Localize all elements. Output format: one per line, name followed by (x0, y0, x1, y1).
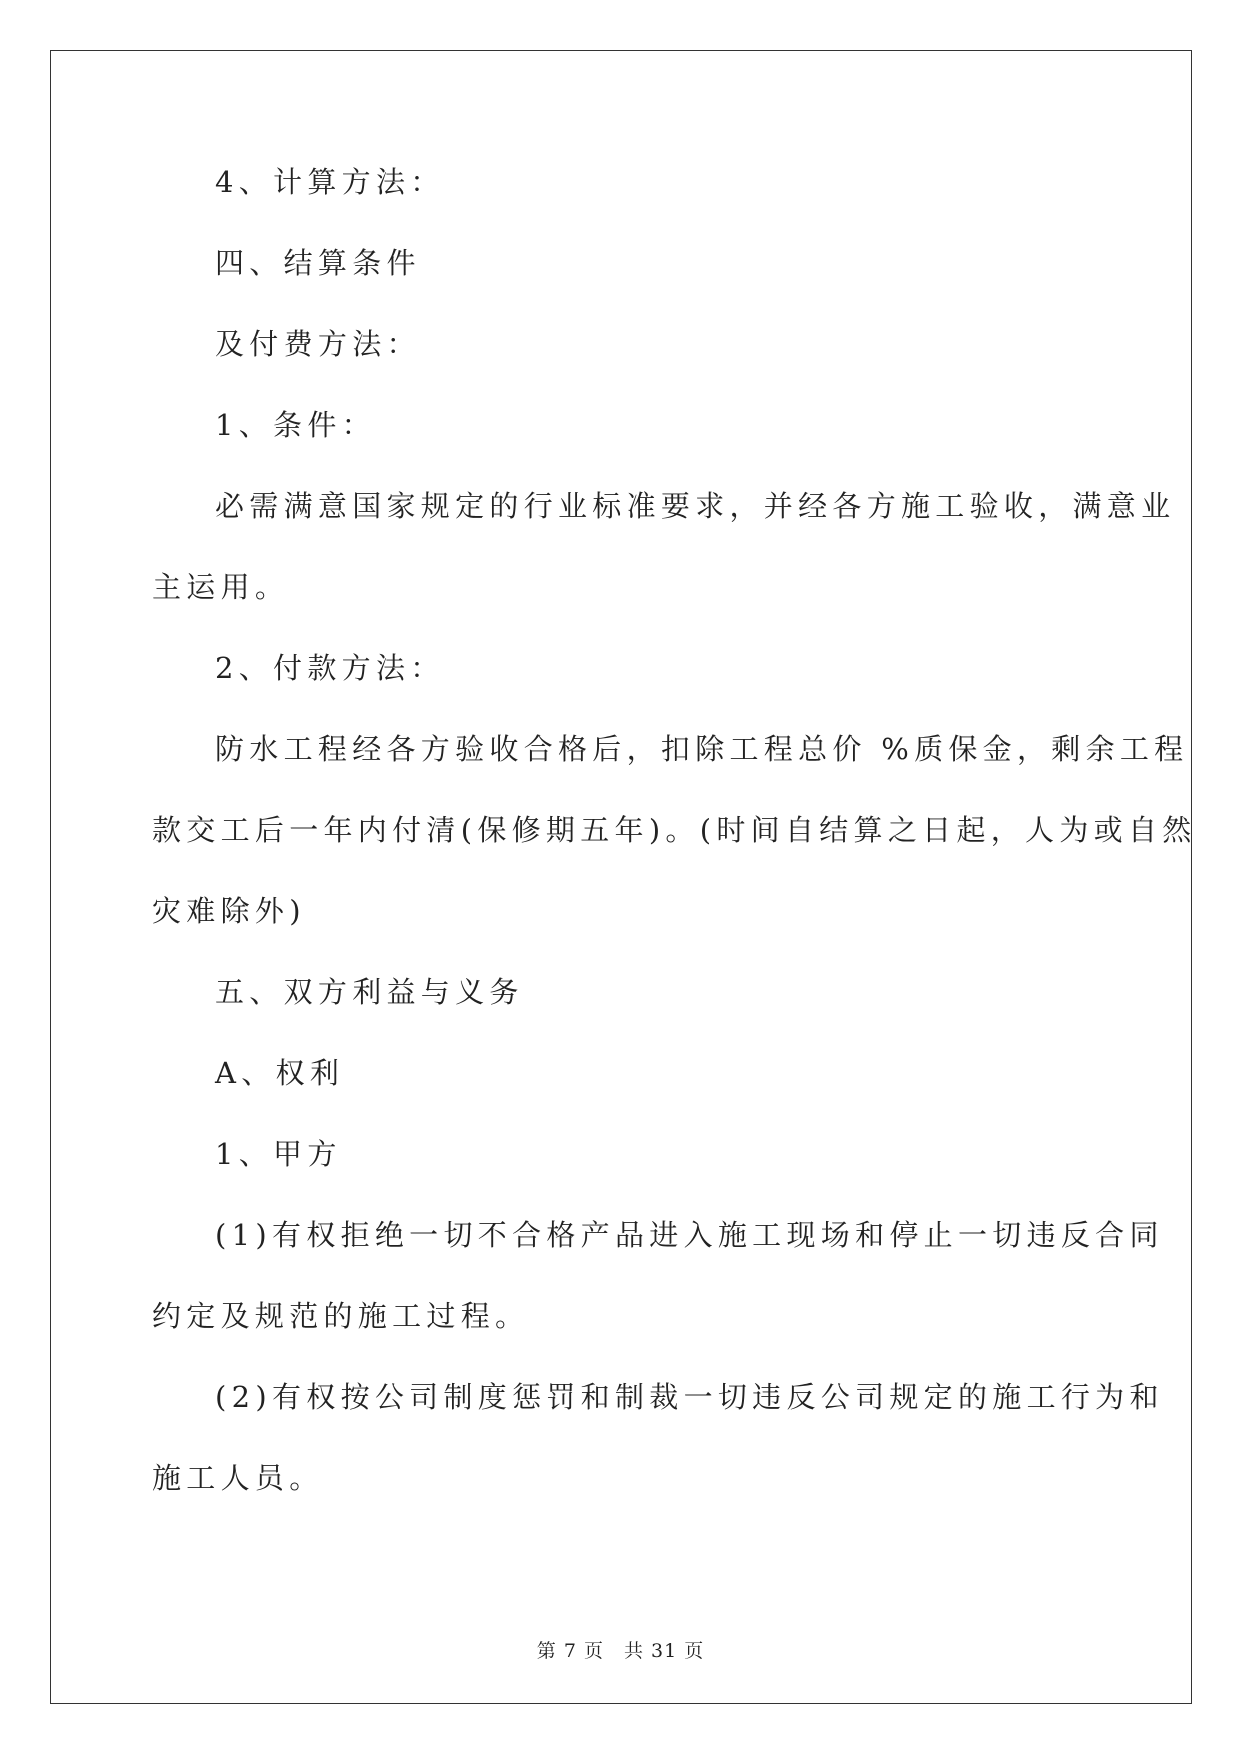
text-line: 1、甲方 (215, 1137, 342, 1171)
paragraph-calc-method (152, 164, 1092, 245)
paragraph-payment-heading (152, 650, 1092, 731)
paragraph-conditions-heading (152, 407, 1092, 488)
paragraph-right-2 (152, 1379, 1164, 1541)
text-line: 款交工后一年内付清(保修期五年)。(时间自结算之日起，人为或自然 (152, 813, 1197, 847)
text-line: 灾难除外) (152, 894, 306, 928)
page-number-footer: 第 7 页 共 31 页 (536, 1640, 705, 1662)
text-line: 约定及规范的施工过程。 (152, 1299, 530, 1333)
text-line: A、权利 (215, 1056, 345, 1090)
text-line: 必需满意国家规定的行业标准要求，并经各方施工验收，满意业 (215, 489, 1176, 523)
text-line: 主运用。 (152, 570, 290, 604)
paragraph-right-1 (152, 1217, 1164, 1379)
text-line: 2、付款方法： (215, 651, 445, 685)
paragraph-conditions-body (152, 488, 1176, 650)
text-line: 4、计算方法： (215, 165, 445, 199)
text-line: 防水工程经各方验收合格后，扣除工程总价 %质保金，剩余工程 (215, 732, 1189, 766)
paragraph-rights-obligations-heading (152, 974, 1092, 1055)
text-line: (2)有权按公司制度惩罚和制裁一切违反公司规定的施工行为和 (215, 1380, 1164, 1414)
text-line: 施工人员。 (152, 1461, 324, 1495)
section-heading: 四、结算条件 (215, 246, 421, 280)
paragraph-payment-body (152, 731, 1197, 974)
text-line: 及付费方法： (215, 327, 421, 361)
paragraph-payment-method-heading (152, 326, 1092, 407)
paragraph-settlement-heading (152, 245, 1092, 326)
paragraph-party-a-heading (152, 1136, 1092, 1217)
section-heading: 五、双方利益与义务 (215, 975, 524, 1009)
paragraph-rights-heading (152, 1055, 1092, 1136)
document-body (152, 164, 1197, 1541)
text-line: (1)有权拒绝一切不合格产品进入施工现场和停止一切违反合同 (215, 1218, 1164, 1252)
text-line: 1、条件： (215, 408, 376, 442)
